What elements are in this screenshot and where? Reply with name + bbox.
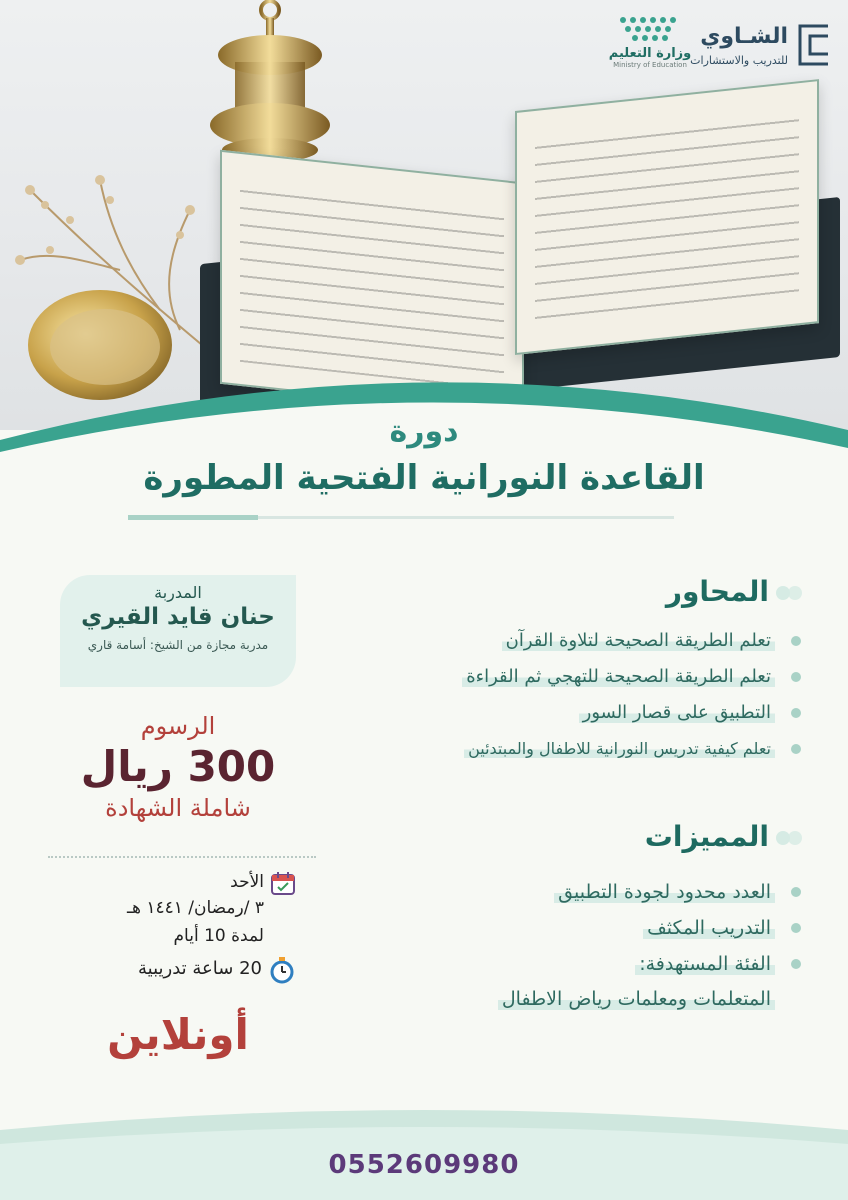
stopwatch-icon	[268, 956, 296, 984]
moe-name-en: Ministry of Education	[613, 61, 687, 69]
dotted-divider	[48, 856, 316, 858]
schedule-date: ٣ /رمضان/ ١٤٤١ هـ	[126, 898, 264, 918]
moe-name-ar: وزارة التعليم	[608, 46, 692, 61]
list-item: العدد محدود لجودة التطبيق	[385, 874, 805, 910]
list-item: الفئة المستهدفة:	[385, 946, 805, 982]
list-item: تعلم كيفية تدريس النورانية للاطفال والمبتدئين	[385, 731, 805, 767]
list-item: تعلم الطريقة الصحيحة للتهجي ثم القراءة	[385, 659, 805, 695]
axes-heading: المحاور	[665, 575, 769, 608]
fees-amount: 300 ريال	[80, 742, 276, 791]
target-audience: المتعلمات ومعلمات رياض الاطفال	[385, 982, 805, 1016]
features-list	[385, 874, 805, 982]
features-heading: المميزات	[644, 820, 769, 853]
fees-block	[60, 712, 296, 822]
schedule-duration: لمدة 10 أيام	[173, 926, 264, 946]
phone-number: 0552609980	[328, 1150, 520, 1180]
moe-dots-icon	[615, 14, 685, 42]
list-item: التطبيق على قصار السور	[385, 695, 805, 731]
shawi-tagline: للتدريب والاستشارات	[690, 54, 788, 67]
trainer-license: مدربة مجازة من الشيخ: أسامة قاري	[87, 638, 269, 652]
trainer-role: المدربة	[154, 583, 202, 602]
schedule-day: الأحد	[230, 872, 264, 892]
axes-section	[385, 575, 805, 767]
section-marker-icon	[773, 830, 805, 846]
section-marker-icon	[773, 585, 805, 601]
trainer-card	[60, 575, 296, 687]
fees-note: شاملة الشهادة	[105, 794, 251, 822]
course-prefix: دورة	[389, 414, 459, 449]
list-item: تعلم الطريقة الصحيحة لتلاوة القرآن	[385, 623, 805, 659]
moe-logo	[600, 14, 700, 84]
shawi-logo	[690, 18, 830, 78]
list-item: التدريب المكثف	[385, 910, 805, 946]
delivery-mode: أونلاين	[107, 1010, 249, 1059]
axes-list	[385, 623, 805, 767]
shawi-name: الشـاوي	[700, 24, 788, 49]
fees-label: الرسوم	[140, 712, 216, 740]
trainer-name: حنان قايد القيري	[81, 604, 275, 630]
features-section	[385, 820, 805, 1016]
title-underline	[128, 516, 674, 519]
course-title: القاعدة النورانية الفتحية المطورة	[143, 458, 705, 498]
shawi-bracket-icon	[792, 22, 830, 68]
schedule-block	[60, 870, 296, 986]
calendar-icon	[270, 870, 296, 896]
schedule-hours: 20 ساعة تدريبية	[138, 958, 262, 979]
